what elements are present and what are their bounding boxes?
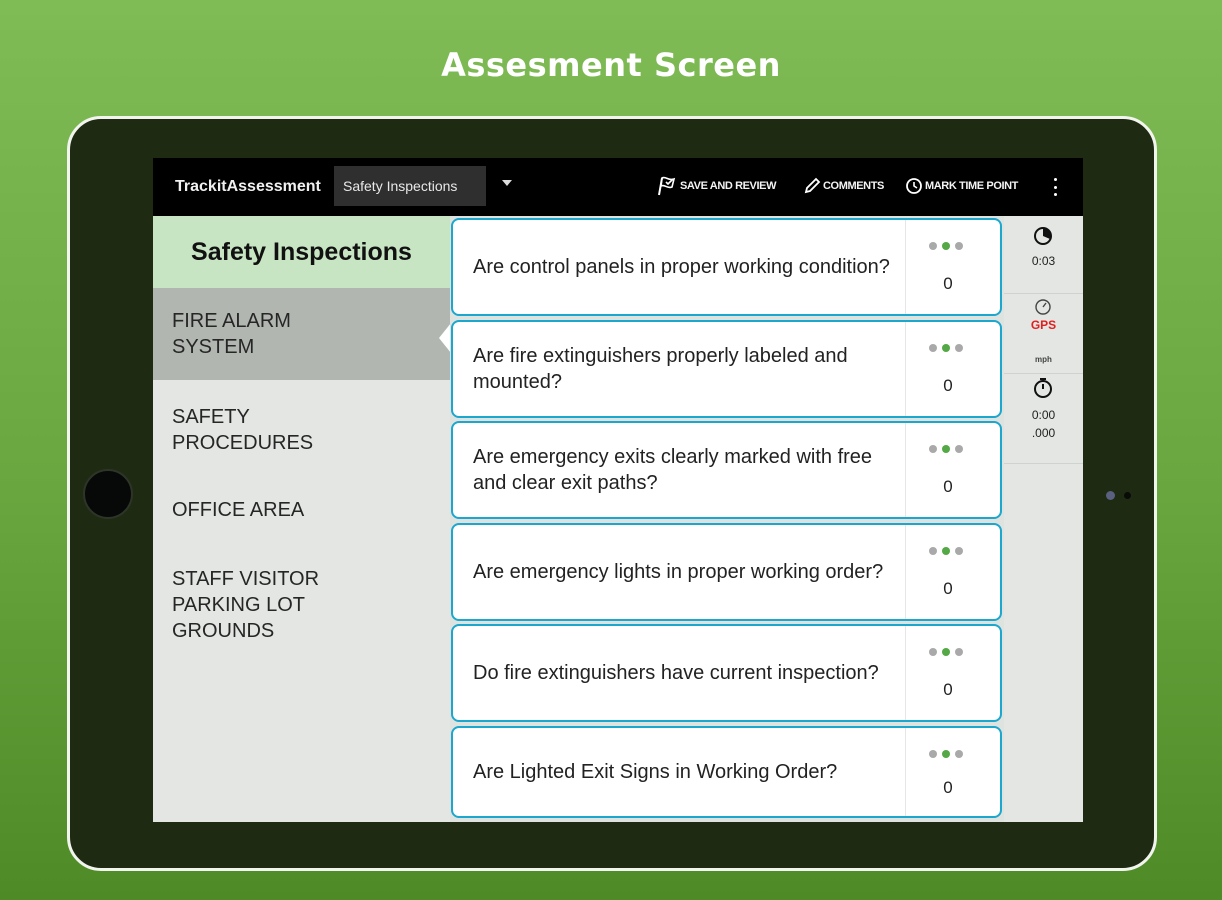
- timer-value: 0:03: [1031, 254, 1056, 268]
- speed-unit: mph: [1035, 355, 1052, 364]
- stopwatch-icon: [1031, 376, 1055, 400]
- app-toolbar: [153, 158, 1083, 216]
- sidebar-item-label: FIRE ALARM SYSTEM: [172, 310, 291, 358]
- rating-dots-icon[interactable]: [929, 648, 963, 656]
- question-card[interactable]: [451, 218, 1002, 316]
- app-title: TrackitAssessment: [175, 178, 321, 195]
- card-divider: [905, 525, 906, 619]
- question-card[interactable]: [451, 624, 1002, 722]
- stopwatch[interactable]: [1004, 374, 1083, 464]
- tablet-frame: [67, 116, 1157, 871]
- card-divider: [905, 626, 906, 720]
- chevron-down-icon[interactable]: [502, 180, 512, 186]
- sidebar-item-office-area[interactable]: [153, 482, 450, 538]
- flag-icon: [656, 176, 678, 196]
- camera-icon: [1106, 491, 1115, 500]
- question-count: 0: [943, 477, 953, 496]
- question-count: 0: [943, 579, 953, 598]
- card-divider: [905, 322, 906, 416]
- stopwatch-millis: .000: [1031, 426, 1056, 440]
- screenshot-caption: Assesment Screen: [441, 46, 781, 84]
- question-card[interactable]: [451, 421, 1002, 519]
- sidebar-item-safety-procedures[interactable]: [153, 390, 450, 470]
- sidebar-item-fire-alarm-system[interactable]: [153, 288, 450, 380]
- pencil-icon: [803, 177, 821, 195]
- app-screen: [153, 158, 1083, 822]
- comments-button[interactable]: [803, 176, 884, 196]
- question-count: 0: [943, 680, 953, 699]
- mark-time-point-button[interactable]: [905, 176, 1018, 196]
- clock-icon: [905, 177, 923, 195]
- gps-label: GPS: [1030, 318, 1057, 332]
- question-count: 0: [943, 376, 953, 395]
- card-divider: [905, 220, 906, 314]
- rating-dots-icon[interactable]: [929, 344, 963, 352]
- stopwatch-value: 0:00: [1031, 408, 1056, 422]
- card-divider: [905, 423, 906, 517]
- gps-status: [1004, 294, 1083, 374]
- elapsed-timer: [1004, 216, 1083, 294]
- question-list: [450, 216, 1004, 822]
- status-panel: [1004, 216, 1083, 822]
- question-card[interactable]: [451, 320, 1002, 418]
- question-text: Are control panels in proper working condition?: [473, 256, 890, 278]
- question-count: 0: [943, 778, 953, 797]
- question-text: Are fire extinguishers properly labeled and mounted?: [473, 345, 848, 393]
- question-card[interactable]: [451, 726, 1002, 818]
- question-text: Do fire extinguishers have current inspection?: [473, 662, 879, 684]
- speedometer-icon: [1031, 296, 1055, 316]
- pie-timer-icon: [1031, 224, 1055, 248]
- comments-label: COMMENTS: [823, 180, 884, 192]
- sidebar-item-label: STAFF VISITOR PARKING LOT GROUNDS: [172, 568, 320, 642]
- question-card[interactable]: [451, 523, 1002, 621]
- section-sidebar: [153, 216, 450, 822]
- sidebar-title: Safety Inspections: [153, 216, 450, 288]
- rating-dots-icon[interactable]: [929, 242, 963, 250]
- assessment-select[interactable]: Safety Inspections: [334, 166, 486, 206]
- rating-dots-icon[interactable]: [929, 445, 963, 453]
- card-divider: [905, 728, 906, 816]
- mark-time-point-label: MARK TIME POINT: [925, 180, 1018, 192]
- rating-dots-icon[interactable]: [929, 750, 963, 758]
- question-count: 0: [943, 274, 953, 293]
- more-options-icon[interactable]: [1049, 178, 1061, 196]
- save-review-label: SAVE AND REVIEW: [680, 180, 777, 192]
- question-text: Are Lighted Exit Signs in Working Order?: [473, 761, 838, 783]
- sensor-icon: [1124, 492, 1131, 499]
- home-button[interactable]: [83, 469, 133, 519]
- save-review-button[interactable]: [656, 176, 776, 196]
- sidebar-item-staff-visitor-parking-lot-grounds[interactable]: [153, 550, 450, 660]
- sidebar-item-label: OFFICE AREA: [172, 499, 305, 521]
- rating-dots-icon[interactable]: [929, 547, 963, 555]
- sidebar-item-label: SAFETY PROCEDURES: [172, 406, 314, 454]
- question-text: Are emergency exits clearly marked with free and clear exit paths?: [473, 446, 873, 494]
- question-text: Are emergency lights in proper working order?: [473, 561, 884, 583]
